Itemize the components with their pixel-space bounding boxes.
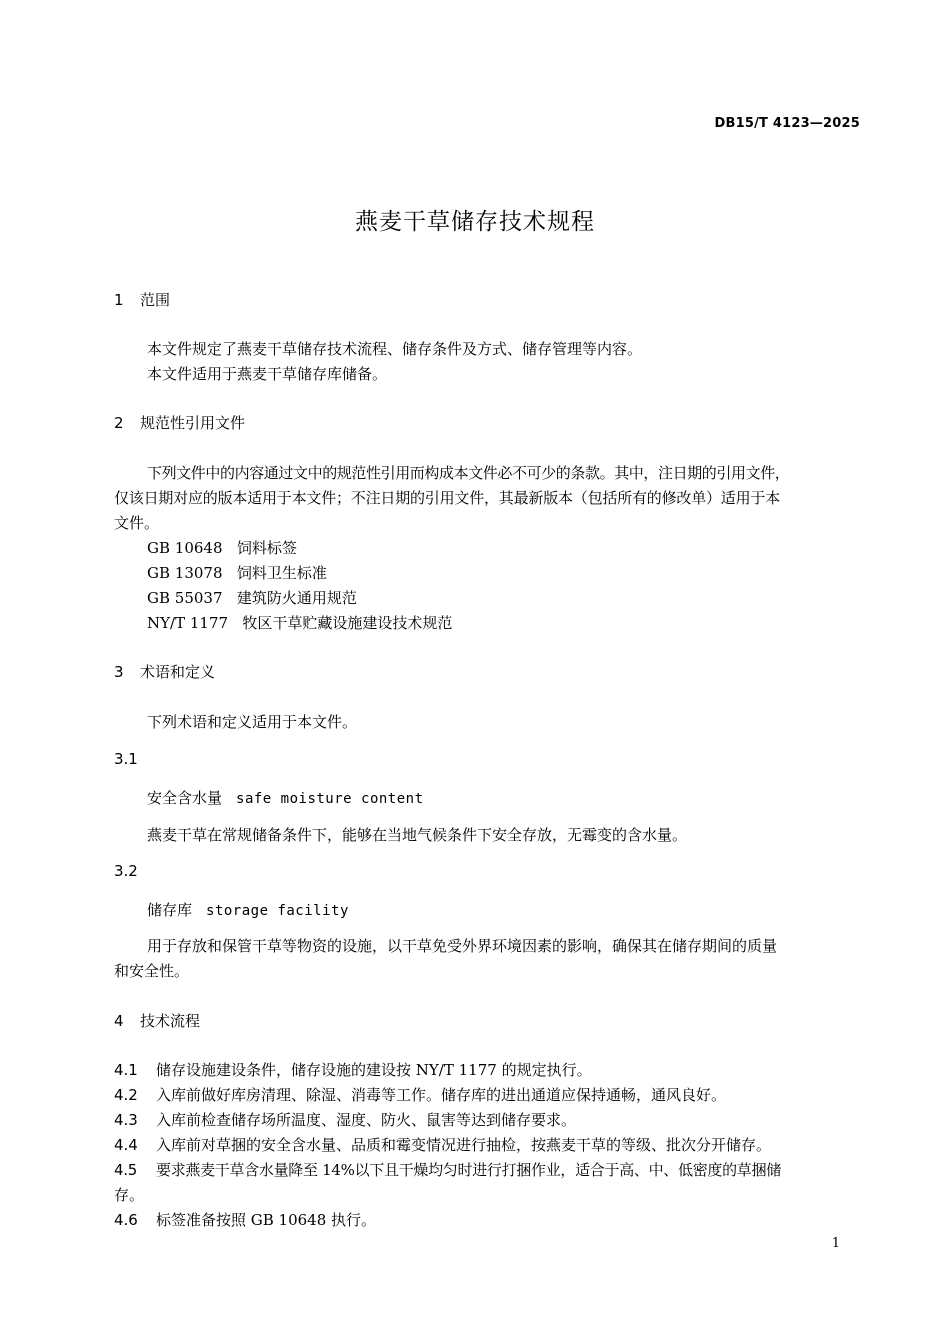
clause-text: 要求燕麦干草含水量降至 14%以下且干燥均匀时进行打捆作业，适合于高、中、低密度的草捆储 bbox=[156, 1161, 781, 1179]
term-chinese: 储存库 bbox=[147, 901, 193, 919]
clause-item bbox=[114, 1059, 592, 1080]
clause-text: 入库前检查储存场所温度、湿度、防火、鼠害等达到储存要求。 bbox=[156, 1111, 577, 1129]
section-title: 技术流程 bbox=[140, 1012, 201, 1030]
clause-number: 4.4 bbox=[114, 1136, 138, 1154]
reference-name: 饲料卫生标准 bbox=[236, 564, 327, 582]
term-english: storage facility bbox=[206, 903, 349, 919]
term-entry bbox=[147, 899, 349, 920]
section-number: 2 bbox=[114, 414, 124, 432]
term-chinese: 安全含水量 bbox=[147, 789, 223, 807]
section-title: 术语和定义 bbox=[140, 663, 216, 681]
paragraph: 本文件适用于燕麦干草储存库储备。 bbox=[147, 365, 388, 383]
clause-number: 4.3 bbox=[114, 1111, 138, 1129]
section-4-heading bbox=[114, 1010, 200, 1031]
section-2-heading bbox=[114, 412, 245, 433]
term-entry bbox=[147, 787, 424, 808]
reference-item bbox=[147, 562, 327, 583]
term-number: 3.1 bbox=[114, 750, 138, 768]
section-number: 1 bbox=[114, 291, 124, 309]
clause-text: 入库前做好库房清理、除湿、消毒等工作。储存库的进出通道应保持通畅，通风良好。 bbox=[156, 1086, 727, 1104]
clause-number: 4.5 bbox=[114, 1161, 137, 1179]
term-english: safe moisture content bbox=[236, 791, 424, 807]
clause-text: 储存设施建设条件，储存设施的建设按 NY/T 1177 的规定执行。 bbox=[156, 1061, 592, 1079]
paragraph-line: 下列文件中的内容通过文中的规范性引用而构成本文件必不可少的条款。其中，注日期的引用文件， bbox=[147, 464, 790, 482]
term-definition-line: 用于存放和保管干草等物资的设施，以干草免受外界环境因素的影响，确保其在储存期间的质量 bbox=[147, 937, 778, 955]
term-definition: 燕麦干草在常规储备条件下，能够在当地气候条件下安全存放，无霉变的含水量。 bbox=[147, 826, 688, 844]
page-number: 1 bbox=[831, 1236, 840, 1251]
clause-text: 入库前对草捆的安全含水量、品质和霉变情况进行抽检，按燕麦干草的等级、批次分开储存。 bbox=[156, 1136, 772, 1154]
clause-item bbox=[114, 1084, 726, 1105]
paragraph-line: 文件。 bbox=[114, 514, 160, 532]
clause-number: 4.1 bbox=[114, 1061, 138, 1079]
reference-code: GB 13078 bbox=[147, 564, 223, 582]
section-number: 4 bbox=[114, 1012, 124, 1030]
section-3-heading bbox=[114, 661, 215, 682]
section-title: 范围 bbox=[140, 291, 171, 309]
reference-item bbox=[147, 537, 297, 558]
clause-item bbox=[114, 1159, 781, 1180]
clause-item bbox=[114, 1109, 576, 1130]
reference-name: 建筑防火通用规范 bbox=[236, 589, 357, 607]
term-number: 3.2 bbox=[114, 862, 138, 880]
reference-item bbox=[147, 612, 452, 633]
paragraph-line: 仅该日期对应的版本适用于本文件；不注日期的引用文件，其最新版本（包括所有的修改单）适用于本 bbox=[114, 489, 781, 507]
reference-code: GB 10648 bbox=[147, 539, 223, 557]
reference-code: GB 55037 bbox=[147, 589, 223, 607]
document-code: DB15/T 4123—2025 bbox=[714, 116, 860, 131]
clause-text: 标签准备按照 GB 10648 执行。 bbox=[156, 1211, 377, 1229]
reference-name: 饲料标签 bbox=[236, 539, 297, 557]
reference-name: 牧区干草贮藏设施建设技术规范 bbox=[242, 614, 453, 632]
paragraph: 下列术语和定义适用于本文件。 bbox=[147, 713, 358, 731]
section-title: 规范性引用文件 bbox=[140, 414, 246, 432]
section-1-heading bbox=[114, 289, 170, 310]
paragraph: 本文件规定了燕麦干草储存技术流程、储存条件及方式、储存管理等内容。 bbox=[147, 340, 643, 358]
document-title: 燕麦干草储存技术规程 bbox=[355, 209, 595, 235]
reference-code: NY/T 1177 bbox=[147, 614, 229, 632]
clause-item bbox=[114, 1209, 376, 1230]
clause-continuation: 存。 bbox=[114, 1186, 145, 1204]
clause-number: 4.2 bbox=[114, 1086, 138, 1104]
section-number: 3 bbox=[114, 663, 124, 681]
clause-number: 4.6 bbox=[114, 1211, 138, 1229]
reference-item bbox=[147, 587, 357, 608]
term-definition-line: 和安全性。 bbox=[114, 962, 190, 980]
clause-item bbox=[114, 1134, 771, 1155]
